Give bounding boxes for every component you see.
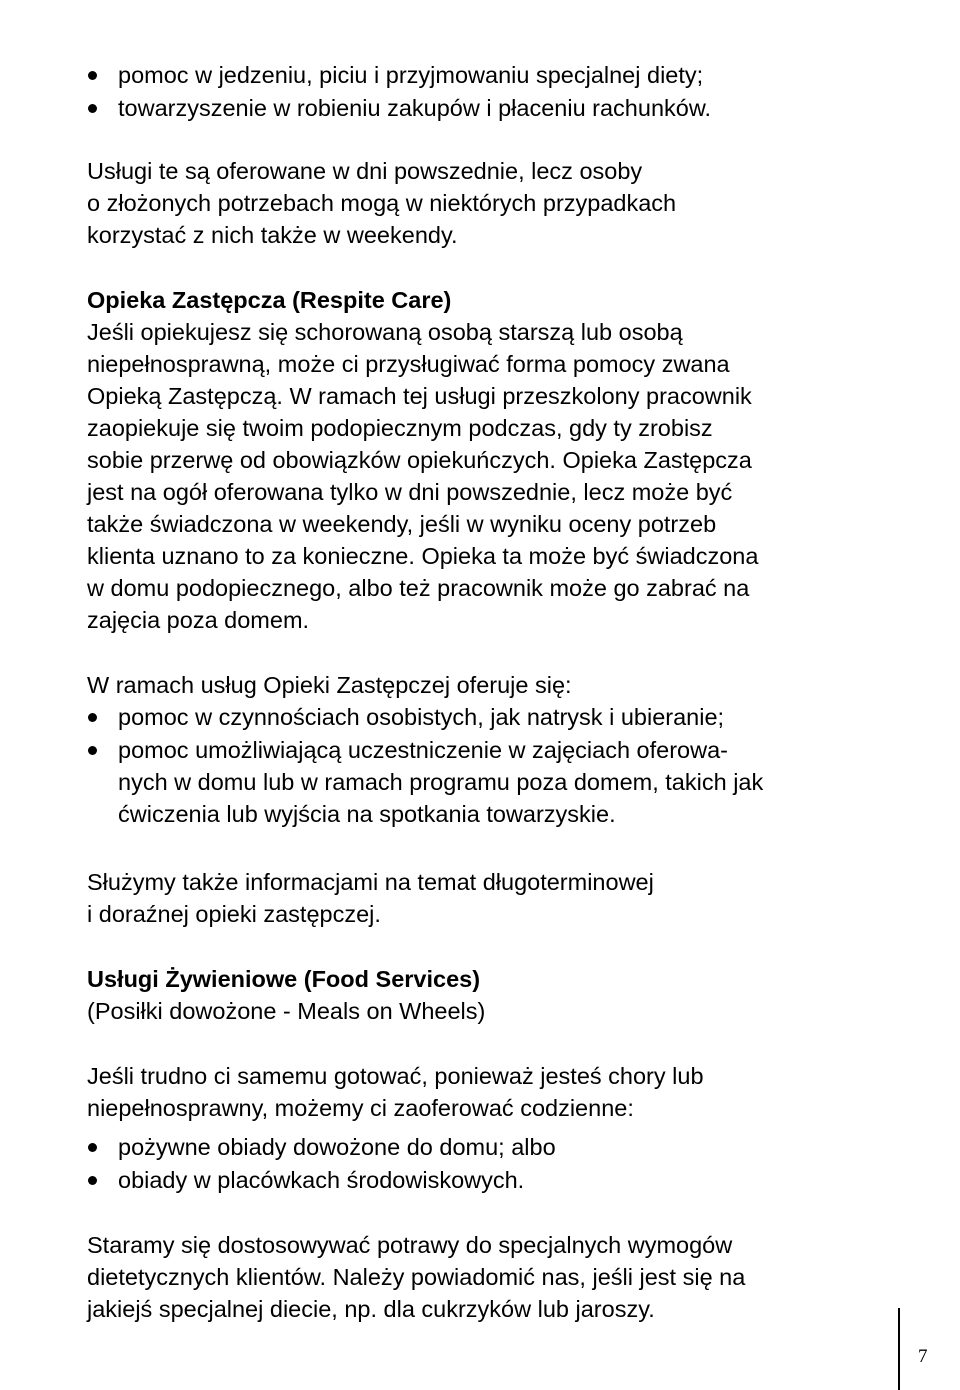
paragraph-line: także świadczona w weekendy, jeśli w wyniku oceny potrzeb	[87, 511, 717, 537]
bullet-icon	[88, 1176, 97, 1185]
section-heading: Opieka Zastępcza (Respite Care)	[87, 287, 452, 313]
page-margin-rule	[898, 1308, 900, 1390]
bullet-icon	[88, 1143, 97, 1152]
paragraph-line: jest na ogół oferowana tylko w dni powszednie, lecz może być	[87, 479, 733, 505]
paragraph-line: W ramach usług Opieki Zastępczej oferuje się:	[87, 672, 572, 698]
list-item: pożywne obiady dowożone do domu; albo	[118, 1134, 556, 1160]
list-item-continuation: ćwiczenia lub wyjścia na spotkania towarzyskie.	[118, 801, 616, 827]
paragraph-line: w domu podopiecznego, albo też pracownik może go zabrać na	[87, 575, 750, 601]
paragraph-line: klienta uznano to za konieczne. Opieka ta może być świadczona	[87, 543, 759, 569]
bullet-icon	[88, 104, 97, 113]
list-item: towarzyszenie w robieniu zakupów i płaceniu rachunków.	[118, 95, 712, 121]
list-item-continuation: nych w domu lub w ramach programu poza domem, takich jak	[118, 769, 764, 795]
paragraph-line: i doraźnej opieki zastępczej.	[87, 901, 381, 927]
page-number: 7	[918, 1346, 928, 1367]
paragraph-line: Jeśli opiekujesz się schorowaną osobą starszą lub osobą	[87, 319, 683, 345]
paragraph-line: zajęcia poza domem.	[87, 607, 310, 633]
paragraph-line: Służymy także informacjami na temat długoterminowej	[87, 869, 654, 895]
paragraph-line: zaopiekuje się twoim podopiecznym podczas, gdy ty zrobisz	[87, 415, 713, 441]
list-item: pomoc w czynnościach osobistych, jak natrysk i ubieranie;	[118, 704, 725, 730]
paragraph-line: Usługi te są oferowane w dni powszednie, lecz osoby	[87, 158, 643, 184]
paragraph-line: korzystać z nich także w weekendy.	[87, 222, 458, 248]
bullet-icon	[88, 713, 97, 722]
paragraph-line: jakiejś specjalnej diecie, np. dla cukrzyków lub jaroszy.	[87, 1296, 655, 1322]
section-heading: Usługi Żywieniowe (Food Services)	[87, 966, 481, 992]
list-item: obiady w placówkach środowiskowych.	[118, 1167, 525, 1193]
paragraph-line: sobie przerwę od obowiązków opiekuńczych. Opieka Zastępcza	[87, 447, 752, 473]
list-item: pomoc w jedzeniu, piciu i przyjmowaniu specjalnej diety;	[118, 62, 704, 88]
bullet-icon	[88, 71, 97, 80]
paragraph-line: dietetycznych klientów. Należy powiadomić nas, jeśli jest się na	[87, 1264, 746, 1290]
paragraph-line: Jeśli trudno ci samemu gotować, ponieważ jesteś chory lub	[87, 1063, 704, 1089]
paragraph-line: o złożonych potrzebach mogą w niektórych przypadkach	[87, 190, 677, 216]
list-item: pomoc umożliwiającą uczestniczenie w zajęciach oferowa-	[118, 737, 728, 763]
paragraph-line: niepełnosprawną, może ci przysługiwać forma pomocy zwana	[87, 351, 730, 377]
paragraph-line: niepełnosprawny, możemy ci zaoferować codzienne:	[87, 1095, 634, 1121]
bullet-icon	[88, 746, 97, 755]
paragraph-line: Staramy się dostosowywać potrawy do specjalnych wymogów	[87, 1232, 733, 1258]
section-subheading: (Posiłki dowożone - Meals on Wheels)	[87, 998, 486, 1024]
paragraph-line: Opieką Zastępczą. W ramach tej usługi przeszkolony pracownik	[87, 383, 752, 409]
